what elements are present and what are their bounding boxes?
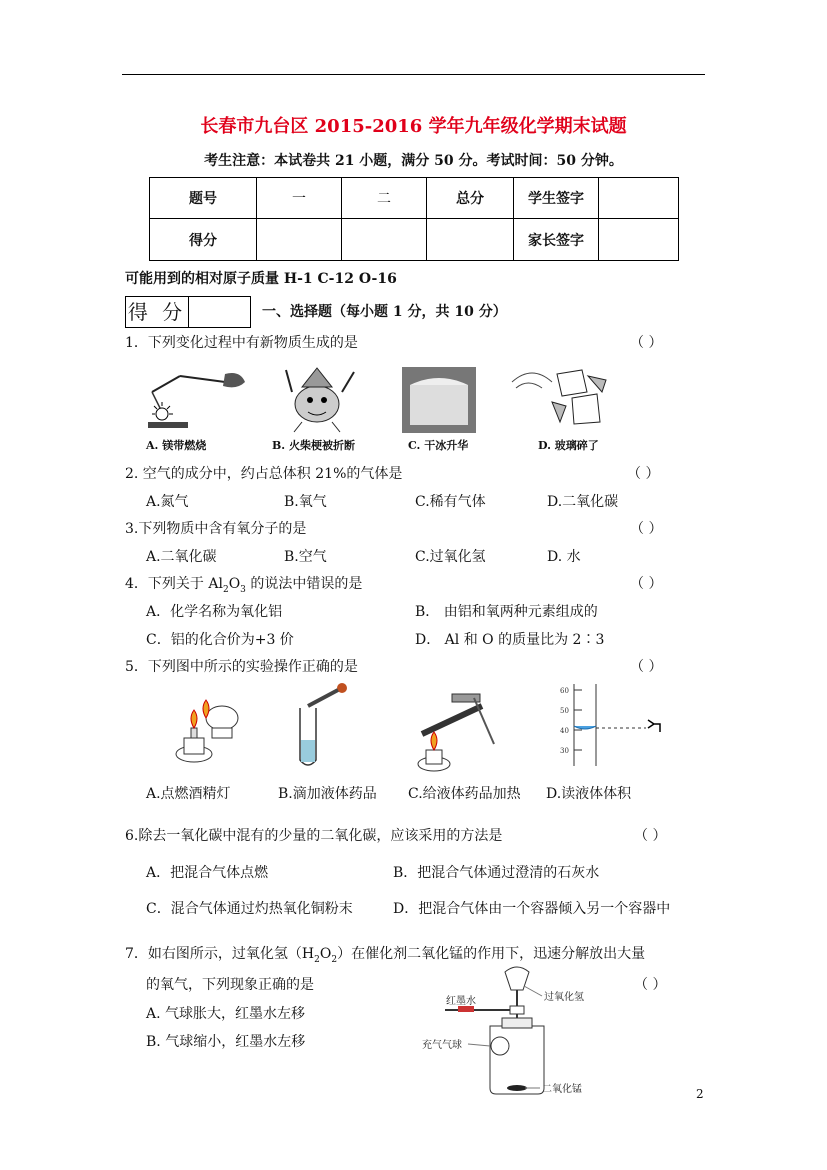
cell-blank (599, 219, 679, 261)
exam-notice: 考生注意：本试卷共 21 小题，满分 50 分。考试时间：50 分钟。 (204, 153, 623, 169)
dry-ice-figure (402, 367, 476, 433)
answer-paren: （ ） (634, 977, 667, 993)
label-mno2: 二氧化锰 (542, 1084, 582, 1095)
page-number: 2 (696, 1087, 704, 1101)
q4-option-d: D． Al 和 O 的质量比为 2∶3 (415, 632, 605, 648)
cell-blank (599, 178, 679, 219)
cell-label: 得分 (150, 219, 257, 261)
answer-paren: （ ） (634, 828, 667, 844)
cell-blank (427, 219, 514, 261)
q2-option-d: D.二氧化碳 (547, 494, 619, 510)
cell-header: 学生签字 (514, 178, 599, 219)
q6-option-a: A．把混合气体点燃 (146, 865, 269, 881)
dropper-figure (292, 680, 352, 770)
q3-option-d: D. 水 (547, 549, 581, 565)
q6-stem: 6.除去一氧化碳中混有的少量的二氧化碳，应该采用的方法是 (125, 828, 503, 844)
answer-paren: （ ） (627, 466, 660, 482)
q2-stem: 2. 空气的成分中，约占总体积 21%的气体是 (125, 466, 403, 482)
q3-option-a: A.二氧化碳 (146, 549, 217, 565)
score-box (125, 296, 251, 328)
q7-option-b: B. 气球缩小，红墨水左移 (146, 1034, 306, 1050)
heating-liquid-figure (402, 684, 502, 774)
q1-caption-d: D. 玻璃碎了 (538, 439, 599, 452)
q4-option-b: B． 由铝和氧两种元素组成的 (415, 604, 598, 620)
cylinder-tick: 30 (560, 747, 569, 755)
q4-option-a: A．化学名称为氧化铝 (146, 604, 283, 620)
q5-option-a: A.点燃酒精灯 (146, 786, 231, 802)
cell-header: 二 (342, 178, 427, 219)
q4-option-c: C．铝的化合价为+3 价 (146, 632, 294, 648)
answer-paren: （ ） (630, 335, 663, 351)
cell-header: 题号 (150, 178, 257, 219)
q1-stem: 1．下列变化过程中有新物质生成的是 (125, 335, 358, 351)
q2-option-c: C.稀有气体 (415, 494, 486, 510)
q3-option-c: C.过氧化氢 (415, 549, 486, 565)
cylinder-tick: 50 (560, 707, 569, 715)
q5-stem: 5．下列图中所示的实验操作正确的是 (125, 659, 358, 675)
label-red-ink: 红墨水 (446, 996, 476, 1007)
q2-option-a: A.氮气 (146, 494, 189, 510)
q6-option-d: D．把混合气体由一个容器倾入另一个容器中 (393, 901, 671, 917)
lighting-lamp-figure (172, 688, 244, 768)
cell-blank (342, 219, 427, 261)
score-box-label: 得 分 (126, 297, 189, 327)
hydrogen-peroxide-apparatus-figure (420, 966, 610, 1098)
magnesium-burning-figure (140, 362, 255, 434)
broken-match-figure (272, 362, 372, 434)
q5-option-b: B.滴加液体药品 (278, 786, 377, 802)
broken-glass-figure (502, 362, 612, 434)
cell-blank (257, 219, 342, 261)
answer-paren: （ ） (630, 521, 663, 537)
q7-option-a: A. 气球胀大，红墨水左移 (146, 1006, 306, 1022)
q3-option-b: B.空气 (284, 549, 327, 565)
cell-header: 一 (257, 178, 342, 219)
exam-title: 长春市九台区 2015-2016 学年九年级化学期末试题 (200, 116, 627, 137)
cylinder-tick: 40 (560, 727, 569, 735)
q6-option-c: C．混合气体通过灼热氧化铜粉末 (146, 901, 353, 917)
q7-stem: 7．如右图所示，过氧化氢$(H_2O_2)$在催化剂二氧化锰的作用下，迅速分解放出大量 (125, 946, 646, 965)
q7-stem-line2: 的氧气，下列现象正确的是 (146, 977, 314, 993)
score-table (149, 177, 679, 261)
answer-paren: （ ） (630, 576, 663, 592)
label-hydrogen-peroxide: 过氧化氢 (544, 992, 584, 1003)
q5-option-c: C.给液体药品加热 (408, 786, 521, 802)
q2-option-b: B.氧气 (284, 494, 327, 510)
q3-stem: 3.下列物质中含有氧分子的是 (125, 521, 307, 537)
cell-header: 总分 (427, 178, 514, 219)
q5-option-d: D.读液体体积 (546, 786, 632, 802)
answer-paren: （ ） (630, 659, 663, 675)
cylinder-tick: 60 (560, 687, 569, 695)
header-rule (122, 74, 705, 75)
q6-option-b: B．把混合气体通过澄清的石灰水 (393, 865, 600, 881)
label-balloon: 充气气球 (422, 1040, 462, 1051)
q1-caption-b: B. 火柴梗被折断 (272, 439, 355, 452)
cylinder-reading-figure (552, 684, 662, 766)
q4-stem: 4．下列关于 $Al_2O_3$ 的说法中错误的是 (125, 576, 363, 595)
q1-caption-a: A. 镁带燃烧 (146, 439, 207, 452)
section-heading: 一、选择题（每小题 1 分，共 10 分） (262, 304, 507, 320)
q1-caption-c: C. 干冰升华 (408, 439, 469, 452)
cell-label: 家长签字 (514, 219, 599, 261)
atomic-mass-line: 可能用到的相对原子质量 H-1 C-12 O-16 (125, 271, 397, 287)
